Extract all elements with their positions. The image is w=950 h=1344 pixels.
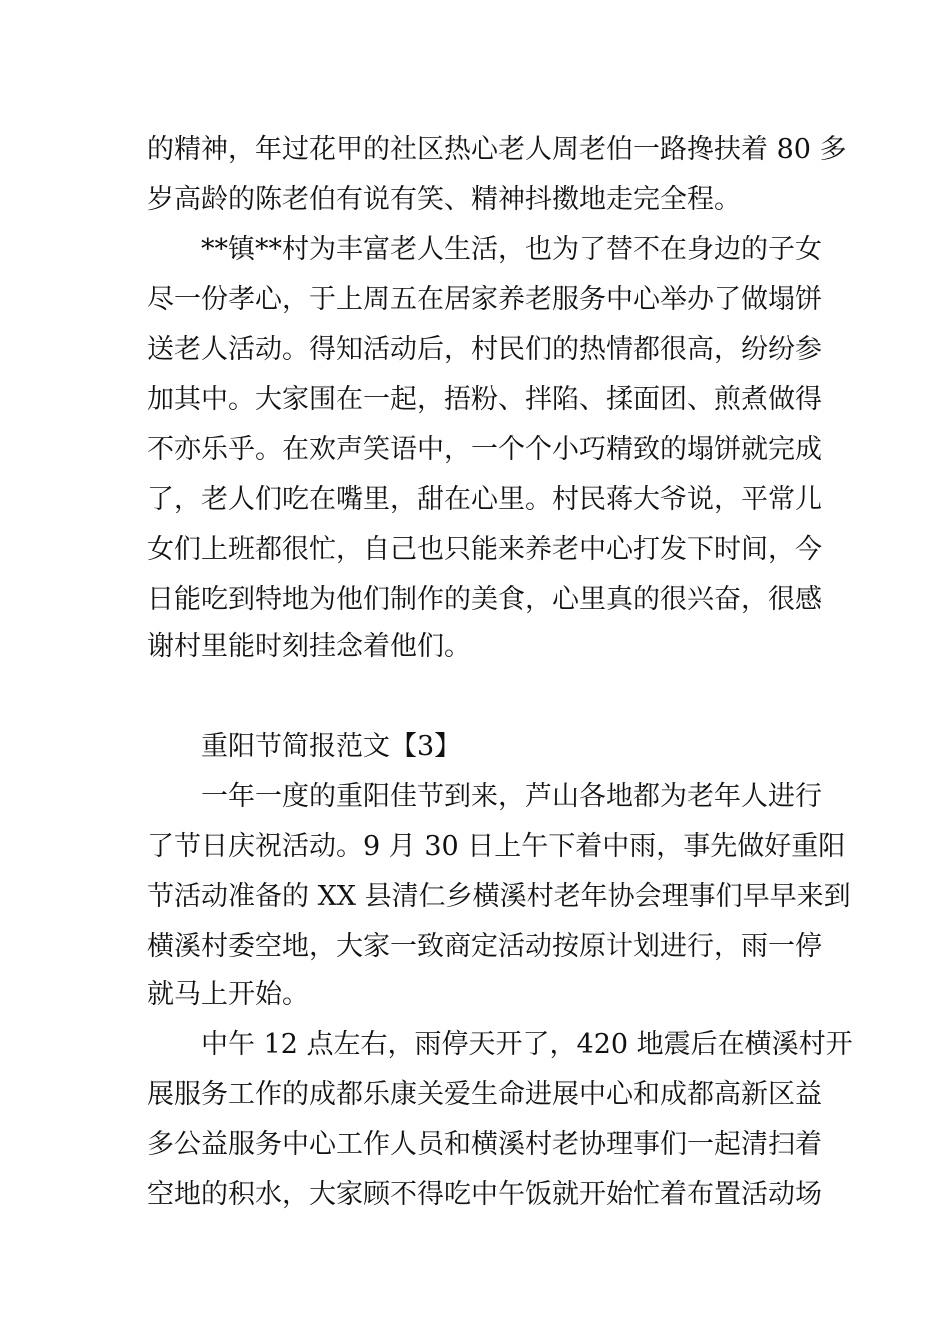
paragraph-first-line: 一年一度的重阳佳节到来，芦山各地都为老年人进行 — [201, 781, 822, 812]
paragraph-line: 不亦乐乎。在欢声笑语中，一个个小巧精致的塌饼就完成 — [147, 434, 822, 465]
paragraph-line: 加其中。大家围在一起，捂粉、拌陷、揉面团、煎煮做得 — [147, 384, 822, 415]
paragraph-line: 送老人活动。得知活动后，村民们的热情都很高，纷纷参 — [147, 334, 822, 365]
paragraph-line: 了，老人们吃在嘴里，甜在心里。村民蒋大爷说，平常儿 — [147, 484, 822, 515]
paragraph-line: 就马上开始。 — [147, 979, 309, 1010]
paragraph-line: 节活动准备的 XX 县清仁乡横溪村老年协会理事们早早来到 — [147, 881, 851, 912]
section-heading: 重阳节简报范文【3】 — [201, 731, 462, 762]
paragraph-first-line: 中午 12 点左右，雨停天开了，420 地震后在横溪村开 — [201, 1029, 853, 1060]
paragraph-line: 日能吃到特地为他们制作的美食，心里真的很兴奋，很感 — [147, 584, 822, 615]
paragraph-line: 展服务工作的成都乐康关爱生命进展中心和成都高新区益 — [147, 1079, 822, 1110]
paragraph-line: 的精神，年过花甲的社区热心老人周老伯一路搀扶着 80 多 — [147, 134, 847, 165]
paragraph-first-line: **镇**村为丰富老人生活，也为了替不在身边的子女 — [201, 234, 822, 265]
paragraph-line: 岁高龄的陈老伯有说有笑、精神抖擞地走完全程。 — [147, 184, 741, 215]
paragraph-line: 尽一份孝心，于上周五在居家养老服务中心举办了做塌饼 — [147, 284, 822, 315]
paragraph-line: 了节日庆祝活动。9 月 30 日上午下着中雨，事先做好重阳 — [147, 831, 846, 862]
paragraph-line: 空地的积水，大家顾不得吃中午饭就开始忙着布置活动场 — [147, 1179, 822, 1210]
paragraph-line: 谢村里能时刻挂念着他们。 — [147, 631, 471, 662]
paragraph-line: 女们上班都很忙，自己也只能来养老中心打发下时间，今 — [147, 534, 822, 565]
paragraph-line: 横溪村委空地，大家一致商定活动按原计划进行，雨一停 — [147, 931, 822, 962]
paragraph-line: 多公益服务中心工作人员和横溪村老协理事们一起清扫着 — [147, 1129, 822, 1160]
